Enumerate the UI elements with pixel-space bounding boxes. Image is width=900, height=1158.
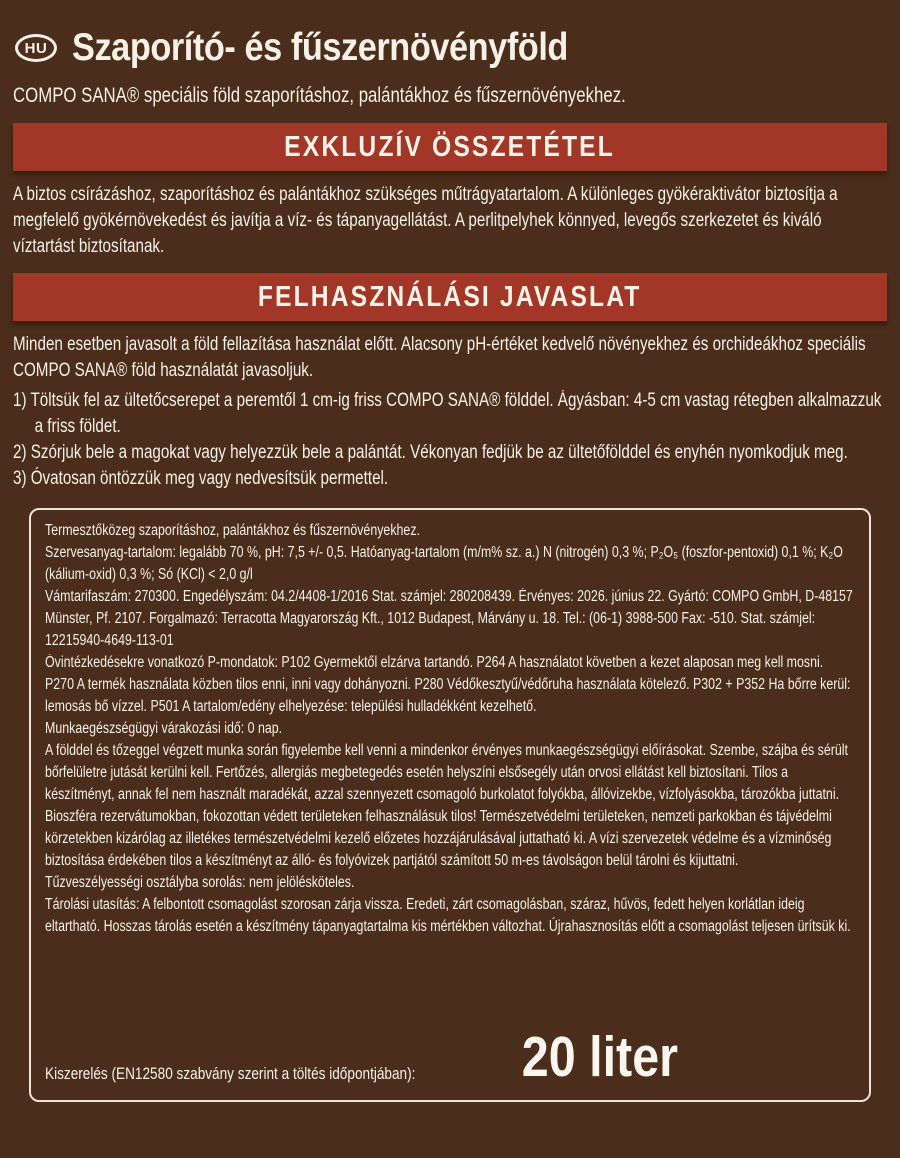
banner-usage-advice-text: FELHASZNÁLÁSI JAVASLAT (258, 280, 642, 313)
product-subtitle: COMPO SANA® speciális föld szaporításhoz, palántákhoz és fűszernövényekhez. (13, 84, 626, 107)
volume-value: 20 liter (521, 1024, 679, 1089)
language-badge-text: HU (24, 39, 48, 57)
waiting-period-line: Munkaegészségügyi várakozási idő: 0 nap. (45, 720, 283, 737)
growing-medium-line: Termesztőközeg szaporításhoz, palántákhoz és fűszernövényekhez. (45, 522, 420, 539)
banner-exclusive-composition-text: EXKLUZÍV ÖSSZETÉTEL (284, 130, 616, 163)
packaging-note-text: Kiszerelés (EN12580 szabvány szerint a töltés időpontjában): (45, 1064, 416, 1083)
banner-exclusive-composition (13, 123, 887, 171)
composition-line: Szervesanyag-tartalom: legalább 70 %, pH: 7,5 +/- 0,5. Hatóanyag-tartalom (m/m% sz. a.) N (nitrogén) 0,3 %; P₂O₅ (foszfor-pentoxid) 0,1 %; K₂O (kálium-oxid) 0,3 %; Só (KCl) < 2,0 g/l (45, 544, 843, 583)
usage-step-3: 3) Óvatosan öntözzük meg vagy nedvesítsük permettel. (13, 468, 389, 489)
usage-intro: Minden esetben javasolt a föld fellazítása használat előtt. Alacsony pH-értéket kedvelő növényekhez és orchideákhoz speciális COMPO SANA® föld használatát javasoljuk. (13, 334, 866, 381)
registration-line: Vámtarifaszám: 270300. Engedélyszám: 04.2/4408-1/2016 Stat. számjel: 280208439. Érvényes: 2026. június 22. Gyártó: COMPO GmbH, D-48157 Münster, Pf. 2107. Forgalmazó: Terracotta Magyarország Kft., 1012 Budapest, Márvány u. 18. Tel.: (06-1) 3988-500 Fax: -510. Stat. számjel: 12215940-4649-113-01 (45, 588, 853, 649)
packaging-note (45, 1064, 508, 1084)
banner-usage-advice (13, 273, 887, 321)
regulatory-info-box (29, 508, 871, 1102)
fire-safety-line: Tűzveszélyességi osztályba sorolás: nem jelölésköteles. (45, 874, 355, 891)
usage-step-1: 1) Töltsük fel az ültetőcserepet a peremtől 1 cm-ig friss COMPO SANA® földdel. Ágyásban: 4-5 cm vastag rétegben alkalmazzuk a friss földet. (13, 390, 882, 437)
header (13, 26, 887, 70)
storage-instructions: Tárolási utasítás: A felbontott csomagolást szorosan zárja vissza. Eredeti, zárt csomagolásban, száraz, hűvös, fedett helyen korlátlan ideig eltartható. Hosszas tárolás esetén a készítmény tápanyagtartalma kis mértékben változhat. Újrahasznosítás előtt a csomagolást teljesen ürítsük ki. (45, 896, 851, 935)
page-title: Szaporító- és fűszernövényföld (72, 26, 568, 69)
usage-steps (13, 388, 887, 492)
health-environment-paragraph: A földdel és tőzeggel végzett munka során figyelembe kell venni a mindenkor érvényes munkaegészségügyi előírásokat. Szembe, szájba és sérült bőrfelületre jutását kerülni kell. Fertőzés, allergiás megbetegedés esetén helyszíni elsősegély után orvosi ellátást kell biztosítani. Tilos a készítményt, annak fel nem használt maradékát, azzal szennyezett csomagoló burkolatot folyókba, állóvizekbe, vízfolyásokba, tározókba juttatni. Bioszféra rezervátumokban, fokozottan védett területeken felhasználásuk tilos! Természetvédelmi területeken, nemzeti parkokban és tájvédelmi körzetekben kizárólag az illetékes természetvédelmi kezelő előzetes hozzájárulásával juttatható ki. A vízi szervezetek védelme és a vízminőség biztosítása érdekében tilos a készítményt az álló- és folyóvizek partjától számított 50 m-es távolságon belül tárolni és kijuttatni. (45, 742, 848, 869)
packaging-size-row (45, 1024, 855, 1089)
usage-step-2: 2) Szórjuk bele a magokat vagy helyezzük bele a palántát. Vékonyan fedjük be az ültetőfölddel és enyhén nyomkodjuk meg. (13, 442, 848, 463)
precaution-p-statements: Óvintézkedésekre vonatkozó P-mondatok: P102 Gyermektől elzárva tartandó. P264 A használatot követben a kezet alaposan meg kell mosni. P270 A termék használata közben tilos enni, inni vagy dohányozni. P280 Védőkesztyű/védőruha használata kötelező. P302 + P352 Ha bőrre kerül: lemosás bő vízzel. P501 A tartalom/edény elhelyezése: települési hulladékként kezelhető. (45, 654, 851, 715)
exclusive-composition-body: A biztos csírázáshoz, szaporításhoz és palántákhoz szükséges műtrágyatartalom. A különleges gyökéraktivátor biztosítja a megfelelő gyökérnövekedést és javítja a víz- és tápanyagellátást. A perlitpelyhek könnyed, levegős szerkezetet és kiváló víztartást biztosítanak. (13, 184, 838, 257)
language-badge (15, 34, 57, 62)
